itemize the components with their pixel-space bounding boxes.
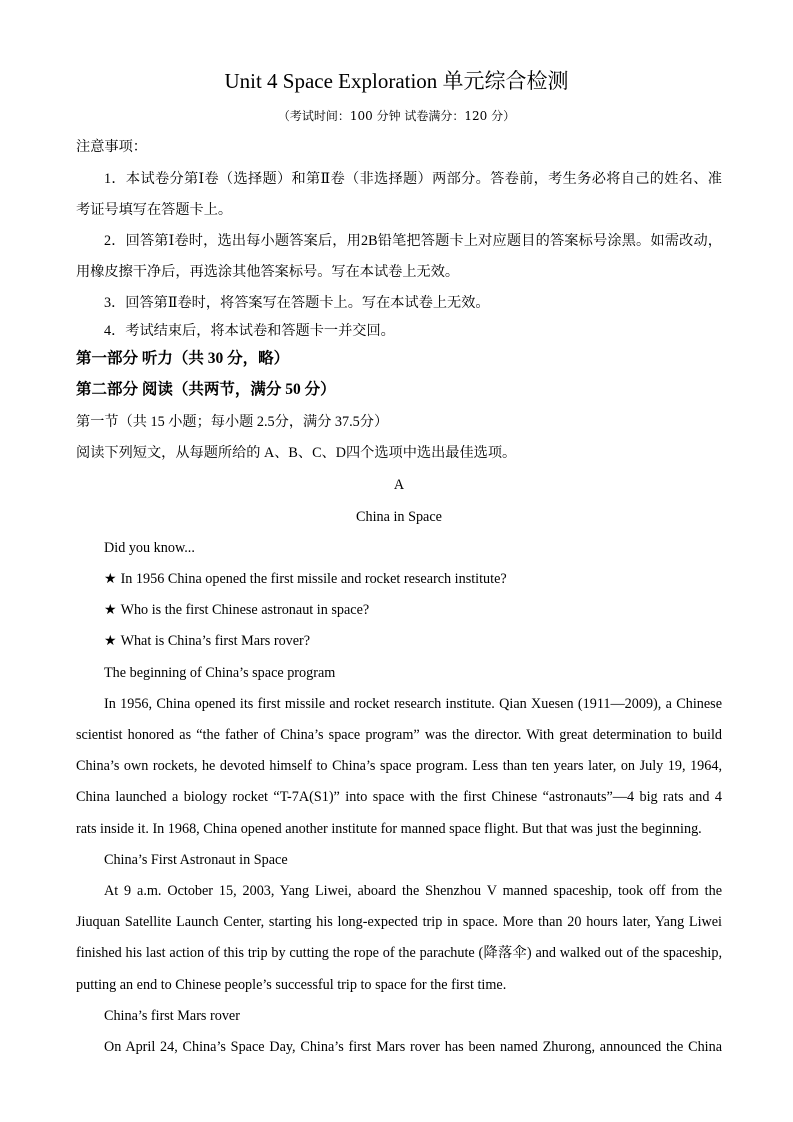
- notice-line: 1．本试卷分第Ⅰ卷（选择题）和第Ⅱ卷（非选择题）两部分。答卷前，考生务必将自己的姓名、准: [104, 171, 722, 187]
- section-heading: The beginning of China’s space program: [104, 665, 336, 681]
- reading-instruction: 阅读下列短文，从每题所给的 A、B、C、D四个选项中选出最佳选项。: [76, 445, 517, 461]
- exam-info: （考试时间：100 分钟 试卷满分：120 分）: [277, 109, 516, 123]
- paragraph-line: Jiuquan Satellite Launch Center, starting his long-expected trip in space. More than 20 hours later, Yang Liwei: [76, 914, 722, 930]
- part-one-heading: 第一部分 听力（共 30 分，略）: [76, 350, 290, 367]
- question-item: [104, 568, 722, 590]
- section-heading: China’s first Mars rover: [104, 1008, 240, 1024]
- question-item: [104, 599, 722, 621]
- notice-line: 2．回答第Ⅰ卷时，选出每小题答案后，用2B铅笔把答题卡上对应题目的答案标号涂黑。如需改动，: [104, 233, 722, 249]
- paragraph-line: rats inside it. In 1968, China opened another institute for manned space flight. But that was just the beginning.: [76, 821, 702, 837]
- star-icon: ★: [104, 571, 117, 587]
- notice-line: 4．考试结束后，将本试卷和答题卡一并交回。: [104, 323, 395, 339]
- paragraph-line: On April 24, China’s Space Day, China’s first Mars rover has been named Zhurong, announced the China: [104, 1039, 722, 1055]
- star-icon: ★: [104, 633, 117, 649]
- notice-line: 考证号填写在答题卡上。: [76, 202, 233, 218]
- intro-line: Did you know...: [104, 540, 195, 556]
- question-text: What is China’s first Mars rover?: [120, 633, 311, 649]
- paragraph-line: scientist honored as “the father of China’s space program” was the director. With great determination to build: [76, 727, 722, 743]
- passage-title: China in Space: [356, 509, 442, 525]
- star-icon: ★: [104, 602, 117, 618]
- question-item: [104, 630, 722, 652]
- notice-line: 用橡皮擦干净后，再选涂其他答案标号。写在本试卷上无效。: [76, 264, 460, 280]
- paragraph-line: China launched a biology rocket “T-7A(S1)” into space with the first Chinese “astronauts”—4 big rats and 4: [76, 789, 722, 805]
- paragraph-line: China’s own rockets, he devoted himself to China’s space program. Less than ten years later, on July 19, 1964,: [76, 758, 722, 774]
- paragraph-line: finished his last action of this trip by cutting the rope of the parachute (降落伞) and walked out of the spaceship,: [76, 945, 722, 961]
- paragraph-line: putting an end to Chinese people’s successful trip to space for the first time.: [76, 977, 507, 993]
- question-text: In 1956 China opened the first missile and rocket research institute?: [120, 571, 507, 587]
- section-one-heading: 第一节（共 15 小题；每小题 2.5分，满分 37.5分）: [76, 414, 389, 430]
- paragraph-line: In 1956, China opened its first missile and rocket research institute. Qian Xuesen (1911—2009), a Chinese: [104, 696, 722, 712]
- notice-line: 3．回答第Ⅱ卷时，将答案写在答题卡上。写在本试卷上无效。: [104, 295, 490, 311]
- part-two-heading: 第二部分 阅读（共两节，满分 50 分）: [76, 381, 336, 398]
- notice-heading: 注意事项：: [76, 139, 147, 155]
- question-text: Who is the first Chinese astronaut in space?: [120, 602, 370, 618]
- paragraph-line: At 9 a.m. October 15, 2003, Yang Liwei, aboard the Shenzhou V manned spaceship, took off from the: [104, 883, 722, 899]
- document-title: Unit 4 Space Exploration 单元综合检测: [224, 69, 569, 93]
- passage-letter: A: [393, 477, 405, 493]
- section-heading: China’s First Astronaut in Space: [104, 852, 288, 868]
